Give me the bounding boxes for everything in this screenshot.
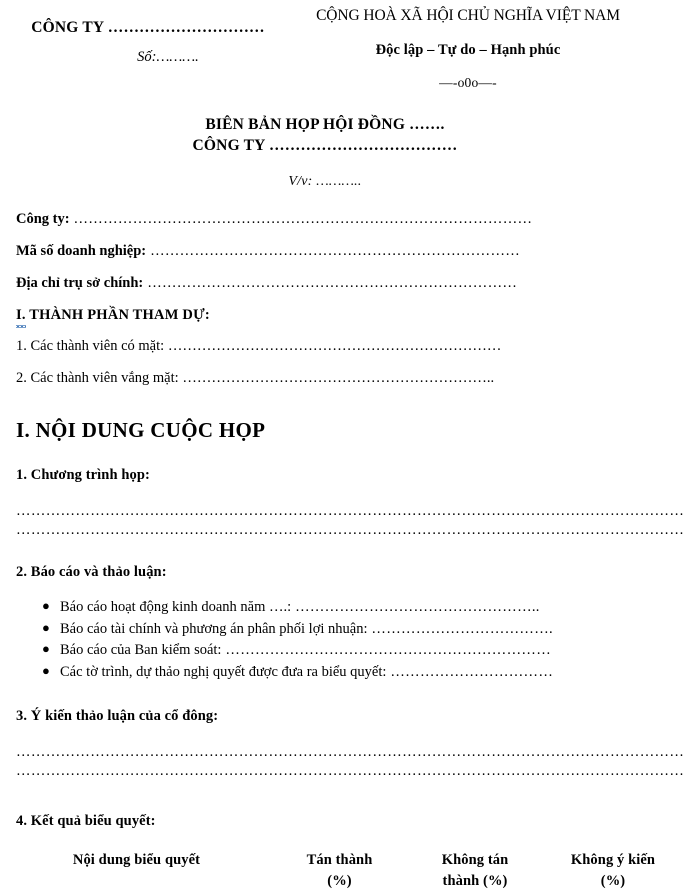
content-section-heading: I. NỘI DUNG CUỘC HỌP [16,418,266,443]
list-item-label: Báo cáo hoạt động kinh doanh năm ….: [60,598,292,615]
subsection-3-heading: 3. Ý kiến thảo luận của cổ đông: [16,707,219,724]
column-header-line: (%) [600,872,626,889]
list-item [42,640,640,662]
document-number-field: Số:………. [137,49,199,66]
column-header-line: Tán thành [306,852,373,869]
list-item-label: Các tờ trình, dự thảo nghị quyết được đưa ra biểu quyết: [60,664,387,681]
list-item-dots: ………………………………. [367,620,553,637]
document-title-line-1: BIÊN BẢN HỌP HỘI ĐỒNG ……. [205,115,445,133]
document-title-block [0,115,650,191]
document-title-line-2: CÔNG TY ……………………………… [192,136,458,154]
subsection-2-heading: 2. Báo cáo và thảo luận: [16,563,167,580]
column-header-line: (%) [327,872,352,889]
column-header-line: thành (%) [442,872,508,889]
participants-heading [16,305,640,326]
document-header [0,0,650,93]
reports-bullet-list [0,597,650,684]
company-name-field: CÔNG TY ………………………… [31,19,265,36]
field-label: Địa chỉ trụ sở chính: [16,275,144,292]
blank-dotted-line: ……………………………………………………………………………………………………………………… [16,521,684,538]
field-dots: ………………………………………………………………… [143,275,518,292]
blank-dotted-line: ……………………………………………………………………………………………………………………… [16,763,684,780]
list-item-dots: ………………………………………….. [291,598,540,615]
participants-heading-numeral: I. [16,305,26,326]
bullet-icon: ● [42,597,50,613]
list-item [42,662,640,684]
column-header-line: Không ý kiến [570,852,656,869]
participant-dots: …………………………………………………………… [164,338,502,355]
bullet-icon: ● [42,641,50,657]
bullet-icon: ● [42,619,50,635]
table-header-row [0,850,682,891]
national-motto: Độc lập – Tự do – Hạnh phúc [375,41,561,58]
participant-line [16,336,640,357]
bullet-icon: ● [42,663,50,679]
column-header-abstain [544,850,682,891]
list-item-dots: …………………………… [386,664,554,681]
list-item [42,619,640,641]
column-header-approve [273,850,406,891]
voting-results-table [0,850,682,891]
list-item-label: Báo cáo của Ban kiểm soát: [60,642,222,659]
blank-dotted-line: ……………………………………………………………………………………………………………………… [16,502,684,519]
participant-dots: ……………………………………………………….. [178,370,495,387]
list-item-dots: ………………………………………………………… [221,642,551,659]
column-header-disapprove [406,850,544,891]
participants-heading-text: THÀNH PHẦN THAM DỰ: [25,307,210,324]
column-header-line: Nội dung biểu quyết [72,852,201,869]
field-row [16,209,640,230]
field-dots: ………………………………………………………………… [146,243,521,260]
participant-label: 2. Các thành viên vắng mặt: [16,370,179,387]
list-item [42,597,640,619]
header-left-block [0,5,290,69]
field-row [16,241,640,262]
field-label: Mã số doanh nghiệp: [16,243,147,260]
header-right-block [290,5,650,93]
subsection-4-heading: 4. Kết quả biểu quyết: [16,813,156,830]
subsection-1-heading: 1. Chương trình họp: [16,466,150,483]
participant-label: 1. Các thành viên có mặt: [16,338,165,355]
blank-dotted-line: ……………………………………………………………………………………………………………………… [16,744,684,760]
column-header-line: Không tán [441,852,509,869]
list-item-label: Báo cáo tài chính và phương án phân phối lợi nhuận: [60,620,368,637]
participant-line [16,368,640,389]
decorative-separator: —-o0o—- [439,74,497,90]
national-title: CỘNG HOÀ XÃ HỘI CHỦ NGHĨA VIỆT NAM [316,7,620,24]
column-header-content [0,850,273,891]
field-label: Công ty: [16,211,70,228]
document-body [0,209,650,389]
field-dots: ………………………………………………………………………………… [69,211,533,228]
field-row [16,273,640,294]
document-subject-field: V/v: ……….. [288,173,362,189]
